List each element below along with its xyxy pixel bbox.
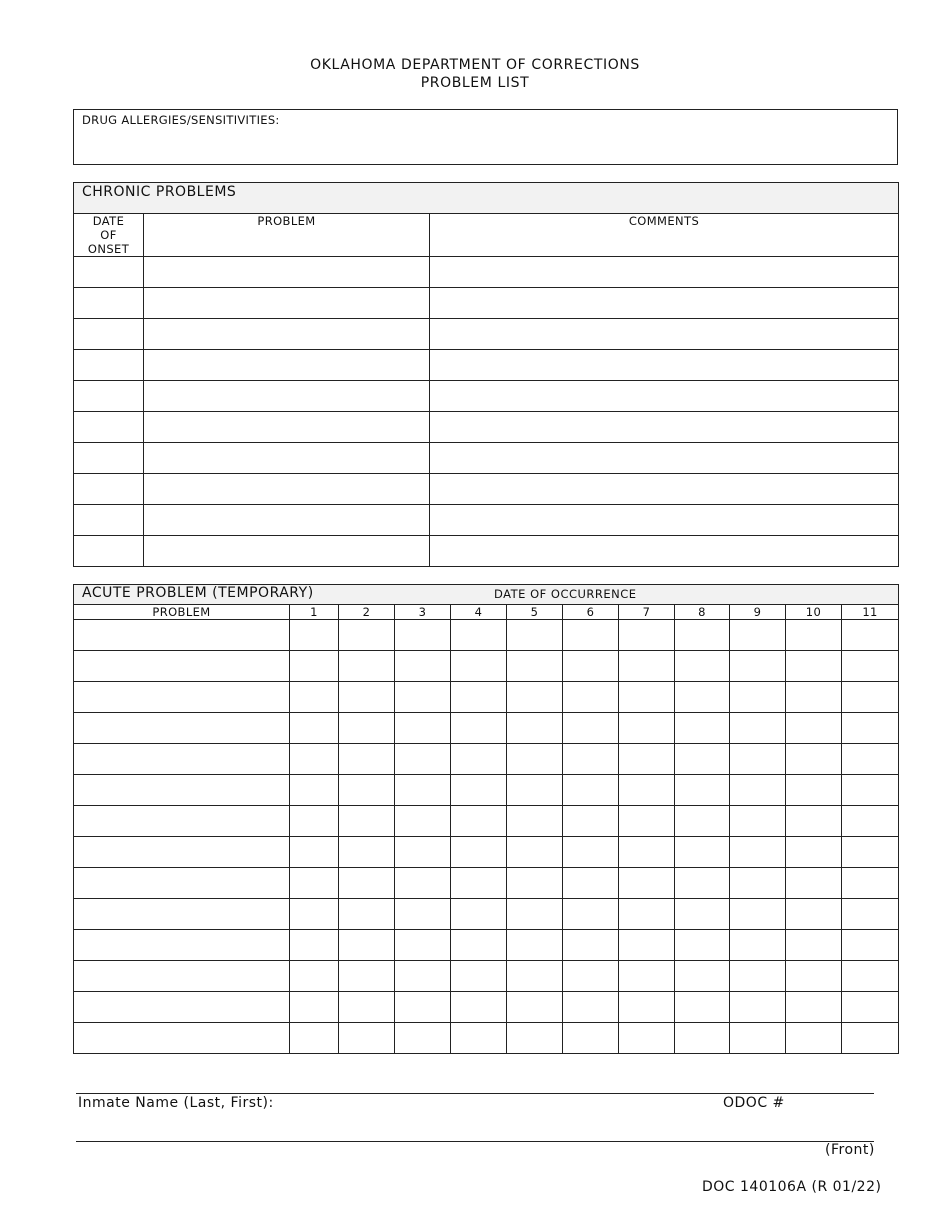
acute-date-cell[interactable] <box>730 961 786 992</box>
acute-date-cell[interactable] <box>842 868 899 899</box>
acute-date-cell[interactable] <box>619 899 675 930</box>
acute-date-cell[interactable] <box>619 682 675 713</box>
acute-date-cell[interactable] <box>290 930 339 961</box>
acute-date-cell[interactable] <box>730 651 786 682</box>
chronic-problem-row <box>74 257 899 288</box>
acute-problem-cell[interactable] <box>74 961 290 992</box>
acute-date-cell[interactable] <box>451 961 507 992</box>
acute-problem-row <box>74 1023 899 1054</box>
acute-date-cell[interactable] <box>730 744 786 775</box>
acute-problem-header: PROBLEM <box>74 605 290 620</box>
acute-date-cell[interactable] <box>730 992 786 1023</box>
date-of-occurrence-header: DATE OF OCCURRENCE <box>494 587 637 601</box>
odoc-number-label: ODOC # <box>723 1095 785 1111</box>
chronic-problem-cell[interactable] <box>144 474 430 505</box>
acute-date-cell[interactable] <box>290 682 339 713</box>
date-column-header: 4 <box>451 605 507 620</box>
acute-date-cell[interactable] <box>730 930 786 961</box>
acute-date-cell[interactable] <box>339 682 395 713</box>
acute-date-cell[interactable] <box>507 806 563 837</box>
chronic-date-cell[interactable] <box>74 288 144 319</box>
chronic-date-cell[interactable] <box>74 536 144 567</box>
acute-date-cell[interactable] <box>675 868 730 899</box>
acute-date-cell[interactable] <box>563 868 619 899</box>
acute-date-cell[interactable] <box>842 837 899 868</box>
acute-date-cell[interactable] <box>339 837 395 868</box>
acute-date-cell[interactable] <box>395 1023 451 1054</box>
acute-date-cell[interactable] <box>290 713 339 744</box>
acute-date-cell[interactable] <box>675 930 730 961</box>
acute-date-cell[interactable] <box>395 682 451 713</box>
chronic-date-cell[interactable] <box>74 505 144 536</box>
acute-date-cell[interactable] <box>730 620 786 651</box>
acute-date-cell[interactable] <box>395 837 451 868</box>
acute-date-cell[interactable] <box>339 992 395 1023</box>
acute-problems-rows <box>74 620 899 1054</box>
organization-title: OKLAHOMA DEPARTMENT OF CORRECTIONS <box>310 57 640 73</box>
acute-date-cell[interactable] <box>563 775 619 806</box>
acute-date-cell[interactable] <box>786 868 842 899</box>
form-title: PROBLEM LIST <box>420 75 530 91</box>
acute-date-cell[interactable] <box>842 899 899 930</box>
acute-date-cell[interactable] <box>395 744 451 775</box>
acute-date-cell[interactable] <box>339 651 395 682</box>
acute-date-cell[interactable] <box>563 837 619 868</box>
acute-date-cell[interactable] <box>730 837 786 868</box>
acute-date-cell[interactable] <box>451 1023 507 1054</box>
acute-problem-row <box>74 961 899 992</box>
acute-date-cell[interactable] <box>339 775 395 806</box>
acute-date-cell[interactable] <box>395 899 451 930</box>
acute-date-cell[interactable] <box>451 713 507 744</box>
acute-problem-row <box>74 930 899 961</box>
acute-problem-cell[interactable] <box>74 806 290 837</box>
chronic-problem-row <box>74 474 899 505</box>
acute-date-cell[interactable] <box>619 713 675 744</box>
acute-date-cell[interactable] <box>786 682 842 713</box>
acute-date-cell[interactable] <box>675 961 730 992</box>
acute-date-cell[interactable] <box>786 961 842 992</box>
acute-date-cell[interactable] <box>563 744 619 775</box>
acute-date-cell[interactable] <box>842 1023 899 1054</box>
acute-problem-row <box>74 713 899 744</box>
acute-date-cell[interactable] <box>451 837 507 868</box>
acute-date-cell[interactable] <box>675 992 730 1023</box>
acute-date-cell[interactable] <box>619 620 675 651</box>
acute-date-cell[interactable] <box>675 651 730 682</box>
acute-date-cell[interactable] <box>290 992 339 1023</box>
acute-date-cell[interactable] <box>563 682 619 713</box>
date-of-onset-header-line2: OF <box>100 228 117 242</box>
chronic-problem-row <box>74 288 899 319</box>
acute-date-cell[interactable] <box>290 899 339 930</box>
chronic-problems-rows <box>74 257 899 567</box>
date-column-header: 6 <box>563 605 619 620</box>
acute-date-cell[interactable] <box>675 744 730 775</box>
acute-date-cell[interactable] <box>786 620 842 651</box>
chronic-date-cell[interactable] <box>74 474 144 505</box>
acute-problem-cell[interactable] <box>74 651 290 682</box>
acute-date-cell[interactable] <box>675 899 730 930</box>
acute-date-cell[interactable] <box>339 1023 395 1054</box>
acute-date-cell[interactable] <box>675 775 730 806</box>
acute-date-cell[interactable] <box>451 775 507 806</box>
acute-date-cell[interactable] <box>395 930 451 961</box>
acute-date-cell[interactable] <box>563 992 619 1023</box>
acute-problem-cell[interactable] <box>74 713 290 744</box>
front-page-label: (Front) <box>825 1142 875 1158</box>
acute-date-cell[interactable] <box>290 1023 339 1054</box>
chronic-problem-cell[interactable] <box>144 257 430 288</box>
acute-date-cell[interactable] <box>451 744 507 775</box>
acute-date-cell[interactable] <box>563 713 619 744</box>
acute-date-cell[interactable] <box>451 992 507 1023</box>
date-column-header: 2 <box>339 605 395 620</box>
acute-date-cell[interactable] <box>451 868 507 899</box>
acute-date-cell[interactable] <box>563 651 619 682</box>
acute-problem-row <box>74 899 899 930</box>
acute-date-cell[interactable] <box>395 868 451 899</box>
acute-date-cell[interactable] <box>290 868 339 899</box>
acute-date-cell[interactable] <box>730 775 786 806</box>
acute-date-cell[interactable] <box>290 775 339 806</box>
acute-date-cell[interactable] <box>730 682 786 713</box>
acute-date-cell[interactable] <box>507 744 563 775</box>
acute-date-cell[interactable] <box>563 1023 619 1054</box>
chronic-comments-cell[interactable] <box>430 505 899 536</box>
acute-date-cell[interactable] <box>786 651 842 682</box>
acute-date-cell[interactable] <box>842 620 899 651</box>
acute-date-cell[interactable] <box>395 806 451 837</box>
chronic-problem-row <box>74 505 899 536</box>
acute-date-cell[interactable] <box>786 992 842 1023</box>
acute-date-cell[interactable] <box>842 651 899 682</box>
acute-date-cell[interactable] <box>563 961 619 992</box>
acute-date-cell[interactable] <box>339 868 395 899</box>
inmate-info-top-rule <box>76 1093 874 1094</box>
chronic-comments-header: COMMENTS <box>430 214 899 257</box>
chronic-problem-row <box>74 350 899 381</box>
chronic-problem-cell[interactable] <box>144 505 430 536</box>
acute-date-cell[interactable] <box>675 806 730 837</box>
acute-date-cell[interactable] <box>290 806 339 837</box>
acute-date-cell[interactable] <box>619 837 675 868</box>
acute-date-cell[interactable] <box>339 806 395 837</box>
acute-problem-cell[interactable] <box>74 837 290 868</box>
chronic-date-cell[interactable] <box>74 412 144 443</box>
form-number: DOC 140106A (R 01/22) <box>702 1179 882 1195</box>
acute-date-cell[interactable] <box>507 713 563 744</box>
acute-problem-cell[interactable] <box>74 868 290 899</box>
chronic-date-cell[interactable] <box>74 257 144 288</box>
acute-date-cell[interactable] <box>730 713 786 744</box>
acute-date-cell[interactable] <box>507 775 563 806</box>
acute-date-cell[interactable] <box>451 930 507 961</box>
acute-date-cell[interactable] <box>395 992 451 1023</box>
acute-date-cell[interactable] <box>619 1023 675 1054</box>
date-column-header: 10 <box>786 605 842 620</box>
acute-date-cell[interactable] <box>842 713 899 744</box>
date-of-onset-header-line1: DATE <box>92 214 125 228</box>
acute-date-cell[interactable] <box>507 992 563 1023</box>
acute-date-cell[interactable] <box>507 620 563 651</box>
acute-problem-cell[interactable] <box>74 744 290 775</box>
acute-date-cell[interactable] <box>290 651 339 682</box>
acute-date-cell[interactable] <box>842 744 899 775</box>
acute-date-cell[interactable] <box>619 961 675 992</box>
chronic-problem-row <box>74 381 899 412</box>
acute-date-cell[interactable] <box>451 620 507 651</box>
acute-date-cell[interactable] <box>842 682 899 713</box>
chronic-problem-cell[interactable] <box>144 536 430 567</box>
acute-date-cell[interactable] <box>786 930 842 961</box>
acute-date-cell[interactable] <box>507 930 563 961</box>
date-column-header: 1 <box>290 605 339 620</box>
chronic-date-cell[interactable] <box>74 443 144 474</box>
acute-date-cell[interactable] <box>290 837 339 868</box>
acute-date-cell[interactable] <box>451 651 507 682</box>
chronic-problem-row <box>74 412 899 443</box>
acute-problems-title-bar <box>74 585 899 605</box>
inmate-info-bottom-rule <box>76 1141 874 1142</box>
chronic-comments-cell[interactable] <box>430 443 899 474</box>
acute-date-cell[interactable] <box>619 868 675 899</box>
acute-date-cell[interactable] <box>619 651 675 682</box>
date-column-header: 11 <box>842 605 899 620</box>
acute-date-cell[interactable] <box>290 620 339 651</box>
chronic-comments-cell[interactable] <box>430 381 899 412</box>
acute-date-cell[interactable] <box>842 992 899 1023</box>
acute-date-cell[interactable] <box>786 713 842 744</box>
acute-date-cell[interactable] <box>842 961 899 992</box>
acute-date-cell[interactable] <box>842 806 899 837</box>
chronic-problem-row <box>74 319 899 350</box>
acute-date-cell[interactable] <box>507 868 563 899</box>
acute-date-cell[interactable] <box>675 713 730 744</box>
acute-date-cell[interactable] <box>619 806 675 837</box>
acute-date-cell[interactable] <box>730 1023 786 1054</box>
date-column-header: 8 <box>675 605 730 620</box>
acute-date-cell[interactable] <box>451 899 507 930</box>
acute-date-cell[interactable] <box>339 620 395 651</box>
drug-allergies-label: DRUG ALLERGIES/SENSITIVITIES: <box>82 113 280 127</box>
acute-date-cell[interactable] <box>451 806 507 837</box>
acute-date-cell[interactable] <box>786 744 842 775</box>
acute-problem-cell[interactable] <box>74 899 290 930</box>
chronic-problem-row <box>74 443 899 474</box>
chronic-comments-cell[interactable] <box>430 474 899 505</box>
date-of-onset-header <box>74 214 144 257</box>
acute-date-cell[interactable] <box>339 930 395 961</box>
chronic-date-cell[interactable] <box>74 350 144 381</box>
chronic-problem-cell[interactable] <box>144 350 430 381</box>
acute-date-cell[interactable] <box>619 744 675 775</box>
acute-date-cell[interactable] <box>339 713 395 744</box>
acute-date-cell[interactable] <box>730 868 786 899</box>
acute-date-cell[interactable] <box>730 806 786 837</box>
acute-problems-table <box>73 584 899 1054</box>
acute-date-cell[interactable] <box>730 899 786 930</box>
acute-date-cell[interactable] <box>339 961 395 992</box>
date-column-header: 7 <box>619 605 675 620</box>
chronic-problems-title: CHRONIC PROBLEMS <box>74 183 899 214</box>
acute-date-cell[interactable] <box>675 620 730 651</box>
acute-problem-row <box>74 651 899 682</box>
chronic-problem-cell[interactable] <box>144 288 430 319</box>
acute-date-cell[interactable] <box>675 1023 730 1054</box>
acute-date-cell[interactable] <box>507 837 563 868</box>
acute-date-cell[interactable] <box>563 930 619 961</box>
chronic-comments-cell[interactable] <box>430 257 899 288</box>
chronic-comments-cell[interactable] <box>430 350 899 381</box>
chronic-problem-row <box>74 536 899 567</box>
chronic-date-cell[interactable] <box>74 381 144 412</box>
acute-problem-row <box>74 868 899 899</box>
inmate-name-label: Inmate Name (Last, First): <box>78 1095 274 1111</box>
acute-date-cell[interactable] <box>395 620 451 651</box>
acute-date-cell[interactable] <box>507 682 563 713</box>
acute-date-cell[interactable] <box>842 930 899 961</box>
acute-date-cell[interactable] <box>675 682 730 713</box>
chronic-comments-cell[interactable] <box>430 319 899 350</box>
acute-problem-row <box>74 992 899 1023</box>
acute-date-cell[interactable] <box>675 837 730 868</box>
chronic-problem-header: PROBLEM <box>144 214 430 257</box>
acute-date-cell[interactable] <box>619 930 675 961</box>
acute-problem-cell[interactable] <box>74 775 290 806</box>
acute-date-cell[interactable] <box>290 961 339 992</box>
chronic-comments-cell[interactable] <box>430 288 899 319</box>
acute-date-cell[interactable] <box>395 961 451 992</box>
acute-problem-row <box>74 620 899 651</box>
acute-date-cell[interactable] <box>507 899 563 930</box>
acute-date-cell[interactable] <box>290 744 339 775</box>
acute-date-cell[interactable] <box>507 651 563 682</box>
chronic-comments-cell[interactable] <box>430 536 899 567</box>
chronic-problem-cell[interactable] <box>144 319 430 350</box>
acute-problem-cell[interactable] <box>74 930 290 961</box>
acute-date-cell[interactable] <box>395 651 451 682</box>
date-of-onset-header-line3: ONSET <box>87 242 130 256</box>
acute-date-cell[interactable] <box>786 837 842 868</box>
date-column-header: 3 <box>395 605 451 620</box>
acute-problem-row <box>74 744 899 775</box>
drug-allergies-field[interactable] <box>73 109 898 165</box>
acute-date-cell[interactable] <box>786 899 842 930</box>
acute-date-cell[interactable] <box>842 775 899 806</box>
acute-date-cell[interactable] <box>619 775 675 806</box>
acute-problem-row <box>74 682 899 713</box>
acute-date-cell[interactable] <box>507 961 563 992</box>
acute-problem-cell[interactable] <box>74 1023 290 1054</box>
chronic-problems-table <box>73 182 899 567</box>
acute-problem-cell[interactable] <box>74 992 290 1023</box>
acute-problem-cell[interactable] <box>74 620 290 651</box>
acute-date-cell[interactable] <box>786 1023 842 1054</box>
acute-date-cell[interactable] <box>563 899 619 930</box>
chronic-problem-cell[interactable] <box>144 381 430 412</box>
acute-problem-row <box>74 806 899 837</box>
acute-problem-row <box>74 775 899 806</box>
acute-date-cell[interactable] <box>451 682 507 713</box>
chronic-comments-cell[interactable] <box>430 412 899 443</box>
acute-date-cell[interactable] <box>395 713 451 744</box>
acute-problems-title: ACUTE PROBLEM (TEMPORARY) <box>82 585 314 601</box>
acute-problem-cell[interactable] <box>74 682 290 713</box>
acute-date-cell[interactable] <box>563 806 619 837</box>
acute-date-cell[interactable] <box>786 775 842 806</box>
date-column-header: 9 <box>730 605 786 620</box>
acute-date-cell[interactable] <box>786 806 842 837</box>
acute-date-cell[interactable] <box>507 1023 563 1054</box>
chronic-problem-cell[interactable] <box>144 443 430 474</box>
acute-date-cell[interactable] <box>339 744 395 775</box>
acute-date-cell[interactable] <box>619 992 675 1023</box>
acute-problem-row <box>74 837 899 868</box>
acute-date-cell[interactable] <box>339 899 395 930</box>
chronic-problem-cell[interactable] <box>144 412 430 443</box>
chronic-date-cell[interactable] <box>74 319 144 350</box>
date-column-header: 5 <box>507 605 563 620</box>
acute-date-cell[interactable] <box>563 620 619 651</box>
acute-date-cell[interactable] <box>395 775 451 806</box>
